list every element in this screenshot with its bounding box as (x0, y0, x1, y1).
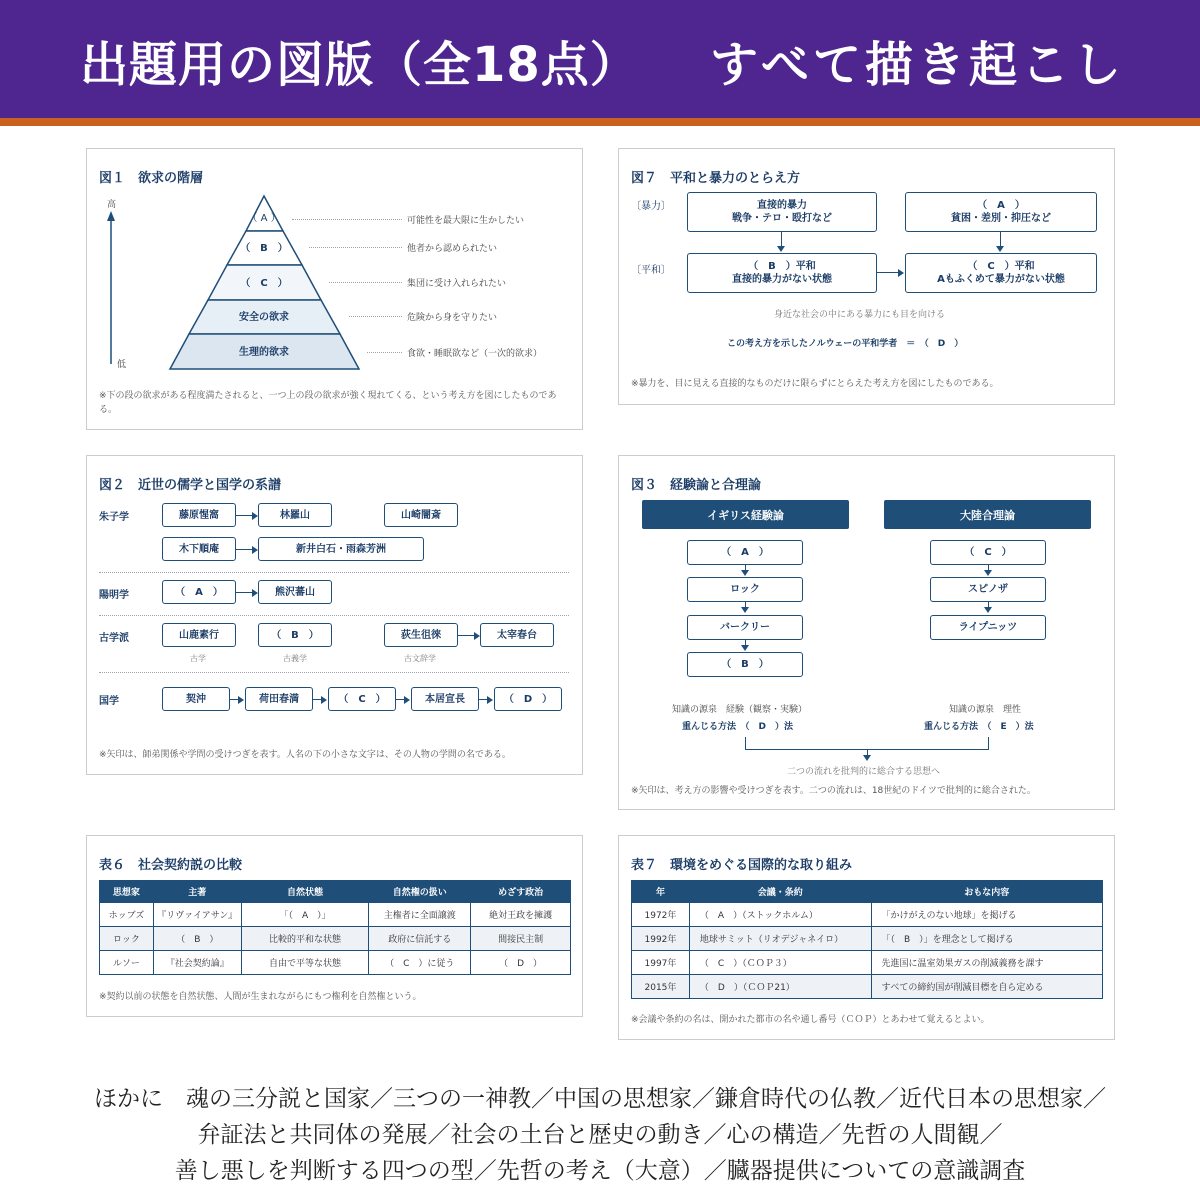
banner-subtitle: すべて描き起こし (710, 37, 1126, 93)
header-cell: 年 (632, 881, 690, 903)
table-cell: ロック (100, 927, 154, 951)
negative-peace-box: （ B ）平和 直接的暴力がない状態 (687, 253, 877, 293)
node-kinoshita-junan: 木下順庵 (162, 537, 236, 561)
table-cell: 2015年 (632, 975, 690, 999)
arrow-head (321, 696, 327, 704)
axis-low-label: 低 (117, 360, 127, 370)
direct-violence-box: 直接的暴力 戦争・テロ・殴打など (687, 192, 877, 232)
table-row (632, 927, 1103, 951)
empiricism-source: 知識の源泉 経験（観察・実験） (672, 705, 808, 715)
desc-physiological: 食欲・睡眠欲など（一次的欲求） (407, 349, 543, 359)
row-label-yomei: 陽明学 (99, 590, 129, 601)
row-label-kokugaku: 国学 (99, 696, 119, 707)
arrow-head (404, 696, 410, 704)
figure-7-panel (618, 148, 1115, 405)
table-cell: 『社会契約論』 (153, 951, 241, 975)
pyramid-label-a: （ A ） (247, 212, 281, 224)
node-kokugaku-d: （ D ） (494, 687, 562, 711)
header-cell: 会議・条約 (689, 881, 871, 903)
node-kogaku-b: （ B ） (258, 623, 332, 647)
merge-line (988, 737, 989, 749)
positive-peace-box: （ C ）平和 Aもふくめて暴力がない状態 (905, 253, 1097, 293)
table-7-note: ※会議や条約の名は、開かれた都市の名や通し番号（ＣＯＰ）とあわせて覚えるとよい。 (631, 1015, 990, 1025)
figure-7-title: 図７ 平和と暴力のとらえ方 (631, 171, 801, 186)
table-6-title: 表６ 社会契約説の比較 (99, 858, 243, 873)
rationalism-source: 知識の源泉 理性 (949, 705, 1022, 715)
table-cell: 「（ A ）」 (241, 903, 369, 927)
empiricist-b: （ B ） (687, 652, 803, 677)
british-empiricism-header: イギリス経験論 (642, 500, 849, 529)
node-motoori-norinaga: 本居宣長 (411, 687, 479, 711)
table-cell: 「かけがえのない地球」を掲げる (871, 903, 1103, 927)
figure-3-panel (618, 455, 1115, 810)
other-figures-line-1: ほかに 魂の三分説と国家／三つの一神教／中国の思想家／鎌倉時代の仏教／近代日本の思想家／ (94, 1086, 1106, 1112)
table-cell: 『リヴァイアサン』 (153, 903, 241, 927)
pyramid-label-physiological: 生理的欲求 (239, 346, 289, 358)
violence-row-label: 〔暴力〕 (631, 201, 671, 212)
desc-a: 可能性を最大限に生かしたい (407, 216, 525, 226)
arrow-line (236, 549, 253, 550)
arrow-head (487, 696, 493, 704)
table-cell: 主権者に全面譲渡 (369, 903, 471, 927)
figure-7-note: ※暴力を、目に見える直接的なものだけに限らずにとらえた考え方を図にしたものである。 (631, 379, 999, 389)
leader-line (309, 247, 402, 248)
banner-title: 出題用の図版（全18点） (80, 37, 639, 93)
arrow-head (996, 246, 1004, 252)
leader-line (349, 316, 402, 317)
structural-violence-box: （ A ） 貧困・差別・抑圧など (905, 192, 1097, 232)
merge-caption: 二つの流れを批判的に総合する思想へ (787, 767, 941, 777)
table-cell: （ B ） (153, 927, 241, 951)
desc-c: 集団に受け入れられたい (407, 279, 507, 289)
figure-2-title: 図２ 近世の儒学と国学の系譜 (99, 478, 282, 493)
table-cell: 1997年 (632, 951, 690, 975)
row-label-kogaku: 古学派 (99, 633, 129, 644)
table-7-title: 表７ 環境をめぐる国際的な取り組み (631, 858, 853, 873)
table-row (632, 951, 1103, 975)
arrow-line (1000, 232, 1001, 247)
header-cell: おもな内容 (871, 881, 1103, 903)
table-cell: 1992年 (632, 927, 690, 951)
table-cell: （ C ）（ＣＯＰ３） (689, 951, 871, 975)
arrow-head (984, 607, 992, 613)
rationalist-spinoza: スピノザ (930, 577, 1046, 602)
node-yamaga-soko: 山鹿素行 (162, 623, 236, 647)
school-label-kogaku: 古学 (190, 654, 206, 663)
node-fujiwara-seika: 藤原惺窩 (162, 503, 236, 527)
node-dazai-shundai: 太宰春台 (480, 623, 554, 647)
table-cell: （ D ）（ＣＯＰ21） (689, 975, 871, 999)
leader-line (292, 219, 402, 220)
desc-b: 他者から認められたい (407, 244, 498, 254)
table-header-row (100, 881, 571, 903)
table-cell: （ C ）に従う (369, 951, 471, 975)
header-cell: 自然状態 (241, 881, 369, 903)
leader-line (367, 352, 402, 353)
figure-1-title: 図１ 欲求の階層 (99, 171, 204, 186)
table-row (100, 927, 571, 951)
rationalism-method: 重んじる方法 （ E ）法 (924, 722, 1034, 732)
arrow-line (236, 515, 253, 516)
table-cell: 絶対王政を擁護 (471, 903, 571, 927)
header-cell: 主著 (153, 881, 241, 903)
figure-3-note: ※矢印は、考え方の影響や受けつぎを表す。二つの流れは、18世紀のドイツで批判的に総合された。 (631, 786, 1036, 796)
node-keichu: 契沖 (162, 687, 230, 711)
table-cell: ホッブズ (100, 903, 154, 927)
pyramid-label-safety: 安全の欲求 (239, 311, 289, 323)
empiricism-method: 重んじる方法 （ D ）法 (682, 722, 793, 732)
table-cell: （ A ）（ストックホルム） (689, 903, 871, 927)
arrow-head (741, 570, 749, 576)
arrow-head (777, 246, 785, 252)
node-kokugaku-c: （ C ） (328, 687, 396, 711)
pyramid-label-b: （ B ） (240, 242, 288, 254)
node-hayashi-razan: 林羅山 (258, 503, 332, 527)
table-row (100, 951, 571, 975)
table-row (100, 903, 571, 927)
node-yomei-a: （ A ） (162, 580, 236, 604)
figure-2-panel (86, 455, 583, 775)
table-cell: 「（ B ）」を理念として掲げる (871, 927, 1103, 951)
empiricist-locke: ロック (687, 577, 803, 602)
merge-line (745, 737, 746, 749)
table-6-note: ※契約以前の状態を自然状態、人間が生まれながらにもつ権利を自然権という。 (99, 992, 422, 1002)
node-kumazawa-banzan: 熊沢蕃山 (258, 580, 332, 604)
table-cell: 地球サミット（リオデジャネイロ） (689, 927, 871, 951)
figure-1-panel (86, 148, 583, 430)
empiricist-a: （ A ） (687, 540, 803, 565)
desc-safety: 危険から身を守りたい (407, 313, 498, 323)
arrow-head (741, 607, 749, 613)
axis-arrow-head (107, 211, 115, 221)
school-label-kobunjigaku: 古文辞学 (404, 654, 436, 663)
empiricist-berkeley: バークリー (687, 615, 803, 640)
header-cell: 自然権の扱い (369, 881, 471, 903)
node-arai-hakuseki: 新井白石・雨森芳洲 (258, 537, 424, 561)
table-header-row (632, 881, 1103, 903)
row-label-shushi: 朱子学 (99, 512, 129, 523)
arrow-line (781, 232, 782, 247)
row-divider (99, 615, 569, 616)
table-cell: 自由で平等な状態 (241, 951, 369, 975)
arrow-head (741, 645, 749, 651)
other-figures-line-2: 弁証法と共同体の発展／社会の土台と歴史の動き／心の構造／先哲の人間観／ (197, 1122, 1003, 1148)
table-cell: 間接民主制 (471, 927, 571, 951)
table-6-panel (86, 835, 583, 1017)
figure-3-title: 図３ 経験論と合理論 (631, 478, 762, 493)
node-kada-azumamaro: 荷田春満 (245, 687, 313, 711)
table-cell: 比較的平和な状態 (241, 927, 369, 951)
header-cell: めざす政治 (471, 881, 571, 903)
table-cell: 政府に信託する (369, 927, 471, 951)
peace-row-label: 〔平和〕 (631, 265, 671, 276)
leader-line (329, 282, 402, 283)
node-yamazaki-ansai: 山崎闇斎 (384, 503, 458, 527)
arrow-head (898, 269, 904, 277)
arrow-head (238, 696, 244, 704)
table-cell: （ D ） (471, 951, 571, 975)
social-contract-table (99, 880, 571, 975)
table-row (632, 975, 1103, 999)
table-cell: すべての締約国が削減目標を自ら定める (871, 975, 1103, 999)
figure-7-caption: 身近な社会の中にある暴力にも目を向ける (774, 310, 946, 320)
arrow-head (863, 755, 871, 761)
table-cell: ルソー (100, 951, 154, 975)
header-cell: 思想家 (100, 881, 154, 903)
row-divider (99, 672, 569, 673)
peace-scholar-line: この考え方を示したノルウェーの平和学者 ＝ （ D ） (727, 339, 964, 349)
node-ogyu-sorai: 荻生徂徠 (384, 623, 458, 647)
figure-1-note: ※下の段の欲求がある程度満たされると、一つ上の段の欲求が強く現れてくる、という考え方を図にしたものである。 (99, 391, 557, 415)
continental-rationalism-header: 大陸合理論 (884, 500, 1091, 529)
table-cell: 先進国に温室効果ガスの削減義務を課す (871, 951, 1103, 975)
other-figures-line-3: 善し悪しを判断する四つの型／先哲の考え（大意）／臓器提供についての意識調査 (174, 1158, 1026, 1184)
rationalist-leibniz: ライプニッツ (930, 615, 1046, 640)
banner-accent-line (0, 118, 1200, 126)
row-divider (99, 572, 569, 573)
environment-table (631, 880, 1103, 999)
pyramid-label-c: （ C ） (240, 277, 288, 289)
table-7-panel (618, 835, 1115, 1040)
school-label-kogigaku: 古義学 (283, 654, 307, 663)
axis-high-label: 高 (107, 200, 117, 210)
arrow-line (877, 272, 898, 273)
arrow-line (458, 635, 475, 636)
arrow-line (236, 592, 253, 593)
table-cell: 1972年 (632, 903, 690, 927)
arrow-head (984, 570, 992, 576)
rationalist-c: （ C ） (930, 540, 1046, 565)
table-row (632, 903, 1103, 927)
figure-2-note: ※矢印は、師弟関係や学問の受けつぎを表す。人名の下の小さな文字は、その人物の学問の名である。 (99, 750, 511, 760)
